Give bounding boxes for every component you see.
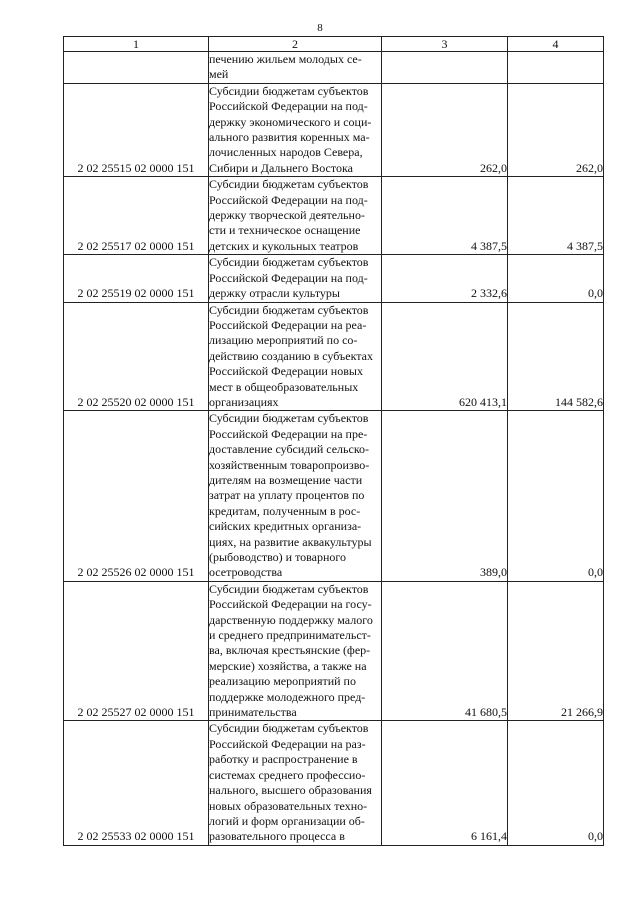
row-description: Субсидии бюджетам субъектов Российской Федерации на под- держку творческой деятельно- сти и техническое оснащение детских и кукольных театров: [209, 177, 382, 255]
row-description: Субсидии бюджетам субъектов Российской Федерации на реа- лизацию мероприятий по со- действию созданию в субъектах Российской Федерации новых мест в общеобразовательных организациях: [209, 302, 382, 411]
budget-table: [63, 36, 604, 846]
row-amount-col3: [382, 52, 508, 84]
header-cell-4: 4: [508, 37, 604, 52]
table-row: [64, 177, 604, 255]
row-amount-col3: 620 413,1: [382, 302, 508, 411]
table-row: [64, 411, 604, 581]
row-amount-col3: 262,0: [382, 83, 508, 176]
header-cell-1: 1: [64, 37, 209, 52]
row-amount-col4: 4 387,5: [508, 177, 604, 255]
row-amount-col3: 4 387,5: [382, 177, 508, 255]
row-code: 2 02 25520 02 0000 151: [64, 302, 209, 411]
row-amount-col4: 144 582,6: [508, 302, 604, 411]
table-row: [64, 52, 604, 84]
table-row: [64, 581, 604, 721]
row-code: 2 02 25527 02 0000 151: [64, 581, 209, 721]
row-code: 2 02 25515 02 0000 151: [64, 83, 209, 176]
row-amount-col4: [508, 52, 604, 84]
row-amount-col4: 0,0: [508, 721, 604, 845]
row-amount-col3: 6 161,4: [382, 721, 508, 845]
row-amount-col3: 2 332,6: [382, 255, 508, 302]
table-row: [64, 255, 604, 302]
row-description: Субсидии бюджетам субъектов Российской Федерации на под- держку экономического и соци- ального развития коренных ма- лочисленных народов Севера, Сибири и Дальнего Востока: [209, 83, 382, 176]
header-cell-3: 3: [382, 37, 508, 52]
table-row: [64, 83, 604, 176]
row-code: 2 02 25526 02 0000 151: [64, 411, 209, 581]
row-amount-col4: 262,0: [508, 83, 604, 176]
row-code: 2 02 25533 02 0000 151: [64, 721, 209, 845]
row-amount-col4: 0,0: [508, 255, 604, 302]
row-amount-col3: 389,0: [382, 411, 508, 581]
table-row: [64, 721, 604, 845]
row-description: Субсидии бюджетам субъектов Российской Федерации на раз- работку и распространение в системах среднего профессио- нального, высшего образования новых образовательных техно- логий и форм организации об- разовательного процесса в: [209, 721, 382, 845]
row-description: Субсидии бюджетам субъектов Российской Федерации на под- держку отрасли культуры: [209, 255, 382, 302]
row-description: Субсидии бюджетам субъектов Российской Федерации на пре- доставление субсидий сельско- хозяйственным товаропроизво- дителям на возмещение части затрат на уплату процентов по кредитам, полученным в рос- сийских кредитных организа- циях, на развитие аквакультуры (рыбоводство) и товарного осетроводства: [209, 411, 382, 581]
row-amount-col4: 21 266,9: [508, 581, 604, 721]
header-cell-2: 2: [209, 37, 382, 52]
row-description: Субсидии бюджетам субъектов Российской Федерации на госу- дарственную поддержку малого и среднего предпринимательст- ва, включая крестьянские (фер- мерские) хозяйства, а также на реализацию мероприятий по поддержке молодежного пред- принимательства: [209, 581, 382, 721]
row-code: 2 02 25517 02 0000 151: [64, 177, 209, 255]
table-header-row: [64, 37, 604, 52]
page-number: 8: [317, 22, 323, 34]
row-code: 2 02 25519 02 0000 151: [64, 255, 209, 302]
row-amount-col3: 41 680,5: [382, 581, 508, 721]
row-description: печению жильем молодых се- мей: [209, 52, 382, 84]
row-amount-col4: 0,0: [508, 411, 604, 581]
table-row: [64, 302, 604, 411]
row-code: [64, 52, 209, 84]
